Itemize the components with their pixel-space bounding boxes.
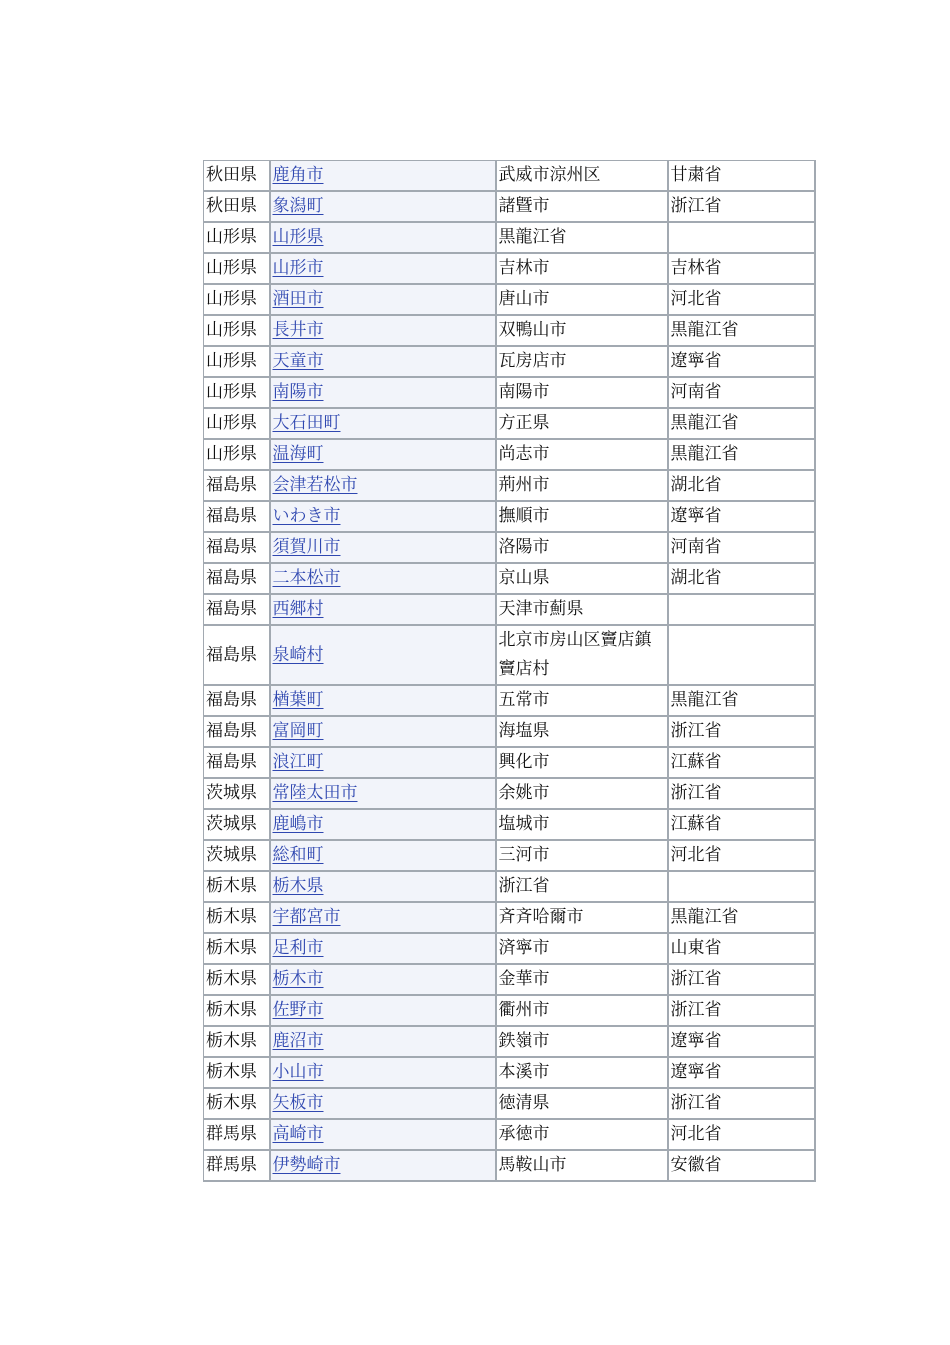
partner-province-cell: 河南省	[668, 532, 815, 563]
table-row	[204, 532, 815, 563]
partner-city-cell: 徳清県	[496, 1088, 668, 1119]
table-row	[204, 1150, 815, 1181]
japanese-city-cell	[270, 871, 496, 902]
prefecture-cell: 山形県	[204, 315, 270, 346]
table-row	[204, 747, 815, 778]
city-link[interactable]: 鹿角市	[272, 165, 324, 185]
japanese-city-cell	[270, 964, 496, 995]
japanese-city-cell	[270, 747, 496, 778]
table-row	[204, 1088, 815, 1119]
table-row	[204, 315, 815, 346]
partner-province-cell: 甘粛省	[668, 161, 815, 192]
partner-province-cell: 浙江省	[668, 778, 815, 809]
table-row	[204, 377, 815, 408]
japanese-city-cell	[270, 532, 496, 563]
table-row	[204, 840, 815, 871]
japanese-city-cell	[270, 470, 496, 501]
japanese-city-cell	[270, 161, 496, 192]
japanese-city-cell	[270, 594, 496, 625]
prefecture-cell: 福島県	[204, 563, 270, 594]
partner-province-cell: 黒龍江省	[668, 439, 815, 470]
prefecture-cell: 山形県	[204, 222, 270, 253]
table-row	[204, 594, 815, 625]
partner-city-cell: 鉄嶺市	[496, 1026, 668, 1057]
partner-city-cell: 承徳市	[496, 1119, 668, 1150]
japanese-city-cell	[270, 222, 496, 253]
partner-city-cell: 京山県	[496, 563, 668, 594]
partner-city-cell: 諸曁市	[496, 191, 668, 222]
partner-city-cell: 南陽市	[496, 377, 668, 408]
japanese-city-cell	[270, 377, 496, 408]
city-link[interactable]: 佐野市	[272, 1000, 324, 1020]
city-link[interactable]: 酒田市	[272, 289, 324, 309]
partner-province-cell: 河北省	[668, 284, 815, 315]
partner-city-cell: 北京市房山区竇店鎮竇店村	[496, 625, 668, 685]
partner-province-cell: 黒龍江省	[668, 315, 815, 346]
table-row	[204, 1026, 815, 1057]
table-row	[204, 191, 815, 222]
partner-city-cell: 瓦房店市	[496, 346, 668, 377]
city-link[interactable]: 伊勢崎市	[272, 1155, 341, 1175]
city-link[interactable]: 小山市	[272, 1062, 324, 1082]
japanese-city-cell	[270, 284, 496, 315]
prefecture-cell: 茨城県	[204, 778, 270, 809]
city-link[interactable]: 象潟町	[272, 196, 324, 216]
city-link[interactable]: 長井市	[272, 320, 324, 340]
prefecture-cell: 福島県	[204, 532, 270, 563]
japanese-city-cell	[270, 809, 496, 840]
partner-city-cell: 双鴨山市	[496, 315, 668, 346]
table-row	[204, 501, 815, 532]
partner-city-cell: 武威市涼州区	[496, 161, 668, 192]
table-row	[204, 933, 815, 964]
partner-city-cell: 尚志市	[496, 439, 668, 470]
partner-city-cell: 余姚市	[496, 778, 668, 809]
japanese-city-cell	[270, 1088, 496, 1119]
partner-city-cell: 洛陽市	[496, 532, 668, 563]
city-link[interactable]: 栃木市	[272, 969, 324, 989]
partner-city-cell: 五常市	[496, 685, 668, 716]
table-row	[204, 964, 815, 995]
city-link[interactable]: 西郷村	[272, 599, 324, 619]
city-link[interactable]: 鹿沼市	[272, 1031, 324, 1051]
japanese-city-cell	[270, 778, 496, 809]
prefecture-cell: 栃木県	[204, 995, 270, 1026]
japanese-city-cell	[270, 408, 496, 439]
prefecture-cell: 栃木県	[204, 933, 270, 964]
table-row	[204, 470, 815, 501]
prefecture-cell: 福島県	[204, 594, 270, 625]
partner-province-cell: 安徽省	[668, 1150, 815, 1181]
table-row	[204, 284, 815, 315]
partner-province-cell: 黒龍江省	[668, 902, 815, 933]
partner-province-cell	[668, 625, 815, 685]
japanese-city-cell	[270, 253, 496, 284]
partner-city-cell: 興化市	[496, 747, 668, 778]
table-row	[204, 408, 815, 439]
table-row	[204, 346, 815, 377]
city-link[interactable]: 大石田町	[272, 413, 341, 433]
partner-city-cell: 撫順市	[496, 501, 668, 532]
partner-province-cell: 遼寧省	[668, 1026, 815, 1057]
partner-city-cell: 済寧市	[496, 933, 668, 964]
city-link[interactable]: 会津若松市	[272, 475, 358, 495]
japanese-city-cell	[270, 191, 496, 222]
partner-city-cell: 唐山市	[496, 284, 668, 315]
partner-city-cell: 三河市	[496, 840, 668, 871]
partner-city-cell: 吉林市	[496, 253, 668, 284]
japanese-city-cell	[270, 563, 496, 594]
prefecture-cell: 栃木県	[204, 902, 270, 933]
prefecture-cell: 群馬県	[204, 1150, 270, 1181]
prefecture-cell: 栃木県	[204, 1088, 270, 1119]
city-link[interactable]: 山形県	[272, 227, 324, 247]
prefecture-cell: 栃木県	[204, 871, 270, 902]
prefecture-cell: 秋田県	[204, 191, 270, 222]
prefecture-cell: 茨城県	[204, 809, 270, 840]
partner-city-cell: 本溪市	[496, 1057, 668, 1088]
prefecture-cell: 福島県	[204, 747, 270, 778]
table-row	[204, 716, 815, 747]
japanese-city-cell	[270, 625, 496, 685]
japanese-city-cell	[270, 840, 496, 871]
partner-city-cell: 馬鞍山市	[496, 1150, 668, 1181]
table-row	[204, 778, 815, 809]
partner-city-cell: 衢州市	[496, 995, 668, 1026]
table-row	[204, 253, 815, 284]
table-row	[204, 1119, 815, 1150]
city-link[interactable]: 山形市	[272, 258, 324, 278]
japanese-city-cell	[270, 995, 496, 1026]
prefecture-cell: 山形県	[204, 377, 270, 408]
japanese-city-cell	[270, 346, 496, 377]
city-link[interactable]: 栃木県	[272, 876, 324, 896]
table-row	[204, 563, 815, 594]
partner-city-cell: 斉斉哈爾市	[496, 902, 668, 933]
city-link[interactable]: 鹿嶋市	[272, 814, 324, 834]
japanese-city-cell	[270, 1119, 496, 1150]
city-link[interactable]: 楢葉町	[272, 690, 324, 710]
city-link[interactable]: 宇都宮市	[272, 907, 341, 927]
partner-province-cell: 河北省	[668, 1119, 815, 1150]
japanese-city-cell	[270, 1057, 496, 1088]
partner-city-cell: 浙江省	[496, 871, 668, 902]
prefecture-cell: 山形県	[204, 408, 270, 439]
partner-city-cell: 塩城市	[496, 809, 668, 840]
city-link[interactable]: 高崎市	[272, 1124, 324, 1144]
city-link[interactable]: いわき市	[272, 506, 341, 526]
city-link[interactable]: 常陸太田市	[272, 783, 358, 803]
partner-province-cell: 黒龍江省	[668, 685, 815, 716]
table-body	[204, 161, 815, 1182]
table-row	[204, 625, 815, 685]
partner-city-cell: 方正県	[496, 408, 668, 439]
prefecture-cell: 群馬県	[204, 1119, 270, 1150]
partner-city-cell: 天津市薊県	[496, 594, 668, 625]
partner-province-cell: 浙江省	[668, 1088, 815, 1119]
city-link[interactable]: 二本松市	[272, 568, 341, 588]
partner-province-cell: 湖北省	[668, 563, 815, 594]
prefecture-cell: 福島県	[204, 685, 270, 716]
city-link[interactable]: 温海町	[272, 444, 324, 464]
japanese-city-cell	[270, 685, 496, 716]
partner-province-cell: 浙江省	[668, 716, 815, 747]
city-link[interactable]: 天童市	[272, 351, 324, 371]
partner-province-cell: 江蘇省	[668, 747, 815, 778]
japanese-city-cell	[270, 933, 496, 964]
table-row	[204, 871, 815, 902]
prefecture-cell: 山形県	[204, 253, 270, 284]
partner-province-cell: 湖北省	[668, 470, 815, 501]
japanese-city-cell	[270, 1150, 496, 1181]
prefecture-cell: 福島県	[204, 625, 270, 685]
table-row	[204, 685, 815, 716]
prefecture-cell: 山形県	[204, 439, 270, 470]
partner-province-cell: 黒龍江省	[668, 408, 815, 439]
partner-province-cell	[668, 871, 815, 902]
table-row	[204, 902, 815, 933]
table-row	[204, 1057, 815, 1088]
table-row	[204, 222, 815, 253]
prefecture-cell: 山形県	[204, 346, 270, 377]
prefecture-cell: 福島県	[204, 501, 270, 532]
partner-province-cell: 浙江省	[668, 191, 815, 222]
prefecture-cell: 栃木県	[204, 1057, 270, 1088]
japanese-city-cell	[270, 501, 496, 532]
partner-city-cell: 荊州市	[496, 470, 668, 501]
city-link[interactable]: 富岡町	[272, 721, 324, 741]
prefecture-cell: 福島県	[204, 470, 270, 501]
partner-province-cell: 遼寧省	[668, 346, 815, 377]
partner-province-cell: 河南省	[668, 377, 815, 408]
sister-city-table	[203, 160, 816, 1182]
table-row	[204, 809, 815, 840]
prefecture-cell: 福島県	[204, 716, 270, 747]
partner-city-cell: 黒龍江省	[496, 222, 668, 253]
japanese-city-cell	[270, 1026, 496, 1057]
japanese-city-cell	[270, 716, 496, 747]
partner-province-cell	[668, 594, 815, 625]
partner-province-cell: 吉林省	[668, 253, 815, 284]
city-link[interactable]: 須賀川市	[272, 537, 341, 557]
city-link[interactable]: 足利市	[272, 938, 324, 958]
prefecture-cell: 栃木県	[204, 964, 270, 995]
table-row	[204, 439, 815, 470]
partner-province-cell: 山東省	[668, 933, 815, 964]
partner-province-cell: 河北省	[668, 840, 815, 871]
japanese-city-cell	[270, 902, 496, 933]
table-row	[204, 161, 815, 192]
city-link[interactable]: 泉崎村	[272, 644, 324, 665]
partner-province-cell: 江蘇省	[668, 809, 815, 840]
table-row	[204, 995, 815, 1026]
japanese-city-cell	[270, 439, 496, 470]
partner-city-cell: 海塩県	[496, 716, 668, 747]
partner-province-cell: 遼寧省	[668, 1057, 815, 1088]
partner-province-cell: 遼寧省	[668, 501, 815, 532]
partner-city-cell: 金華市	[496, 964, 668, 995]
partner-province-cell: 浙江省	[668, 995, 815, 1026]
prefecture-cell: 茨城県	[204, 840, 270, 871]
prefecture-cell: 栃木県	[204, 1026, 270, 1057]
partner-province-cell	[668, 222, 815, 253]
city-link[interactable]: 矢板市	[272, 1093, 324, 1113]
city-link[interactable]: 総和町	[272, 845, 324, 865]
prefecture-cell: 秋田県	[204, 161, 270, 192]
partner-province-cell: 浙江省	[668, 964, 815, 995]
prefecture-cell: 山形県	[204, 284, 270, 315]
city-link[interactable]: 浪江町	[272, 752, 324, 772]
japanese-city-cell	[270, 315, 496, 346]
city-link[interactable]: 南陽市	[272, 382, 324, 402]
